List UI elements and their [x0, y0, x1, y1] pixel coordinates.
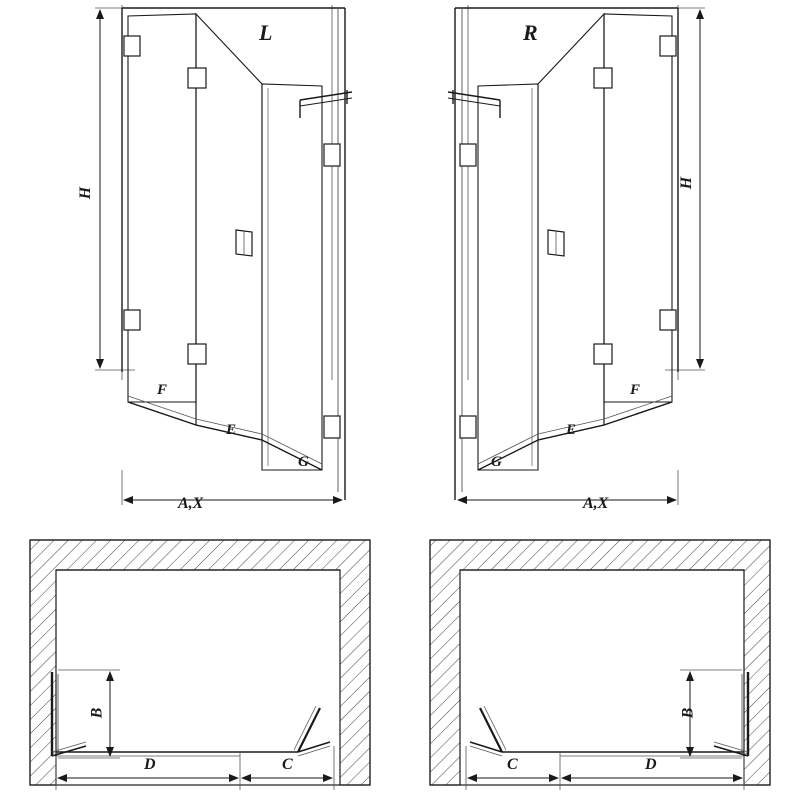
label-panel-f-right: F — [630, 382, 641, 398]
plan-right-view — [430, 540, 770, 790]
elevation-left-view — [95, 5, 352, 505]
label-width-right: A,X — [583, 495, 609, 512]
label-width-left: A,X — [178, 495, 204, 512]
label-dim-c-left: C — [282, 756, 293, 773]
plan-left-view — [30, 540, 370, 790]
label-handing-right: R — [523, 20, 538, 45]
label-depth-right: B — [679, 707, 697, 719]
label-dim-c-right: C — [507, 756, 518, 773]
label-depth-left: B — [88, 707, 106, 719]
label-height-right: H — [678, 176, 696, 190]
label-dim-d-left: D — [144, 756, 156, 773]
label-panel-g-left: G — [298, 454, 309, 470]
label-panel-f-left: F — [157, 382, 168, 398]
label-handing-left: L — [259, 20, 273, 45]
label-height-left: H — [77, 186, 95, 200]
label-dim-d-right: D — [645, 756, 657, 773]
elevation-right-view — [448, 5, 705, 505]
label-panel-e-right: E — [566, 422, 577, 438]
label-panel-g-right: G — [491, 454, 502, 470]
label-panel-e-left: E — [226, 422, 237, 438]
